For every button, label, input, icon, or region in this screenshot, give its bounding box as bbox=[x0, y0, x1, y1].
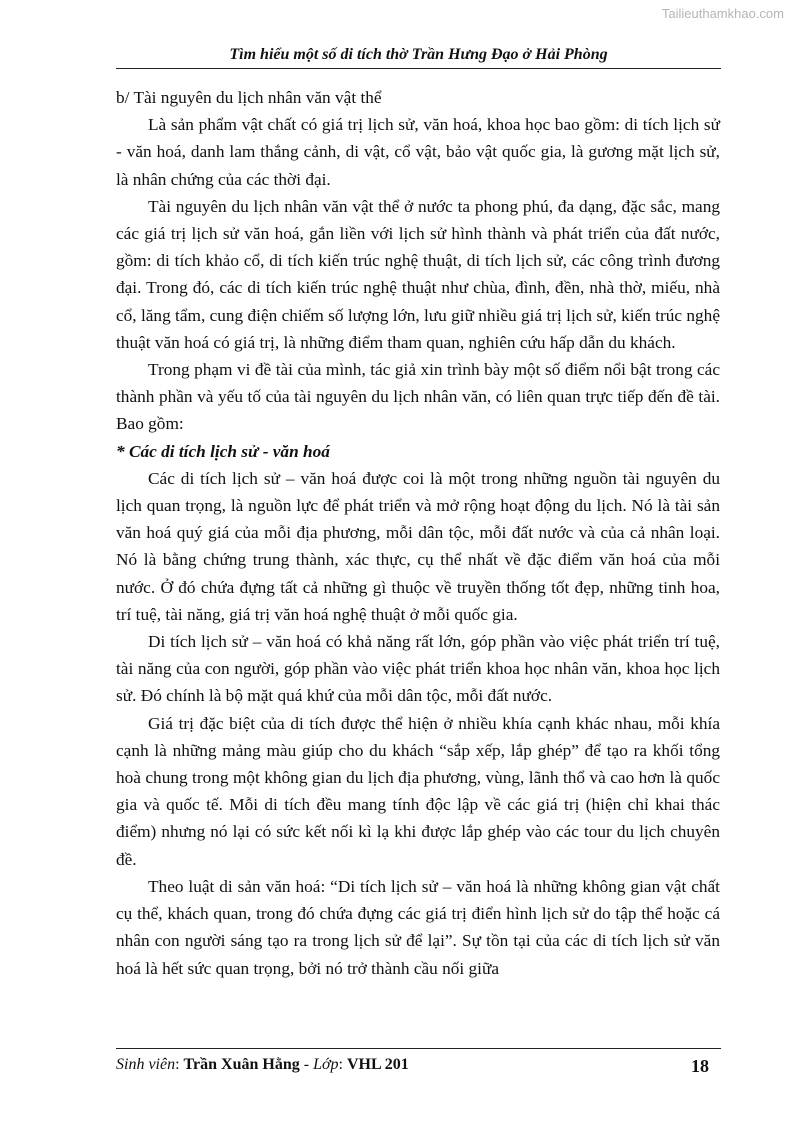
class-label: Lớp bbox=[313, 1056, 339, 1073]
footer: Sinh viên: Trần Xuân Hằng - Lớp: VHL 201 18 bbox=[116, 1056, 709, 1076]
paragraph: Di tích lịch sử – văn hoá có khả năng rất lớn, góp phần vào việc phát triển trí tuệ, tài năng của con người, góp phần vào việc phát triển khoa học nhân văn, khoa học lịch sử. Đó chính là bộ mặt quá khứ của mỗi dân tộc, mỗi đất nước. bbox=[116, 632, 720, 706]
paragraph: Là sản phẩm vật chất có giá trị lịch sử, văn hoá, khoa học bao gồm: di tích lịch sử - văn hoá, danh lam thắng cảnh, di vật, cổ vật, bảo vật quốc gia, là gương mặt lịch sử, là nhân chứng của các thời đại. bbox=[116, 115, 720, 189]
paragraph: Theo luật di sản văn hoá: “Di tích lịch sử – văn hoá là những không gian vật chất cụ thể, khách quan, trong đó chứa đựng các giá trị điển hình lịch sử do tập thể hoặc cá nhân con người sáng tạo ra trong lịch sử để lại”. Sự tồn tại của các di tích lịch sử văn hoá là hết sức quan trọng, bởi nó trở thành cầu nối giữa bbox=[116, 876, 720, 978]
class-name: VHL 201 bbox=[346, 1056, 409, 1073]
subsection-heading: * Các di tích lịch sử - văn hoá bbox=[116, 441, 330, 461]
watermark: Tailieuthamkhao.com bbox=[661, 6, 784, 21]
paragraph: Trong phạm vi đề tài của mình, tác giả xin trình bày một số điểm nổi bật trong các thành phần và yếu tố của tài nguyên du lịch nhân văn, có liên quan trực tiếp đến đề tài. Bao gồm: bbox=[116, 360, 720, 434]
page-number: 18 bbox=[691, 1056, 709, 1076]
header-divider bbox=[116, 68, 721, 69]
paragraph: Các di tích lịch sử – văn hoá được coi là một trong những nguồn tài nguyên du lịch quan trọng, là nguồn lực để phát triển và mở rộng hoạt động du lịch. Nó là tài sản văn hoá quý giá của mỗi địa phương, mỗi dân tộc, mỗi đất nước và của cả nhân loại. Nó là bằng chứng trung thành, xác thực, cụ thể nhất về đặc điểm văn hoá của mỗi nước. Ở đó chứa đựng tất cả những gì thuộc về truyền thống tốt đẹp, những tinh hoa, trí tuệ, tài năng, giá trị văn hoá nghệ thuật ở mỗi quốc gia. bbox=[116, 468, 720, 624]
paragraph: Giá trị đặc biệt của di tích được thể hiện ở nhiều khía cạnh khác nhau, mỗi khía cạnh là những mảng màu giúp cho du khách “sắp xếp, lắp ghép” để tạo ra khối tổng hoà chung trong một không gian du lịch địa phương, vùng, lãnh thổ và cao hơn là quốc gia và quốc tế. Mỗi di tích đều mang tính độc lập về các giá trị (hiện chỉ khai thác điểm) nhưng nó lại có sức kết nối kì lạ khi được lắp ghép vào các tour du lịch chuyên đề. bbox=[116, 713, 720, 869]
section-heading: b/ Tài nguyên du lịch nhân văn vật thể bbox=[116, 88, 382, 107]
footer-divider bbox=[116, 1048, 721, 1049]
paragraph: Tài nguyên du lịch nhân văn vật thể ở nước ta phong phú, đa dạng, đặc sắc, mang các giá trị lịch sử văn hoá, gắn liền với lịch sử hình thành và phát triển của đất nước, gồm: di tích khảo cổ, di tích kiến trúc nghệ thuật, di tích lịch sử, các công trình đương đại. Trong đó, các di tích kiến trúc nghệ thuật như chùa, đình, đền, nhà thờ, miếu, nhà cổ, lăng tẩm, cung điện chiếm số lượng lớn, lưu giữ nhiều giá trị lịch sử, kiến trúc nghệ thuật văn hoá có giá trị, là những điểm tham quan, nghiên cứu hấp dẫn du khách. bbox=[116, 196, 720, 352]
document-body bbox=[116, 84, 720, 982]
student-label: Sinh viên bbox=[116, 1056, 176, 1073]
student-name: Trần Xuân Hằng bbox=[183, 1056, 300, 1073]
running-header-title: Tìm hiểu một số di tích thờ Trần Hưng Đạo ở Hải Phòng bbox=[229, 46, 608, 63]
